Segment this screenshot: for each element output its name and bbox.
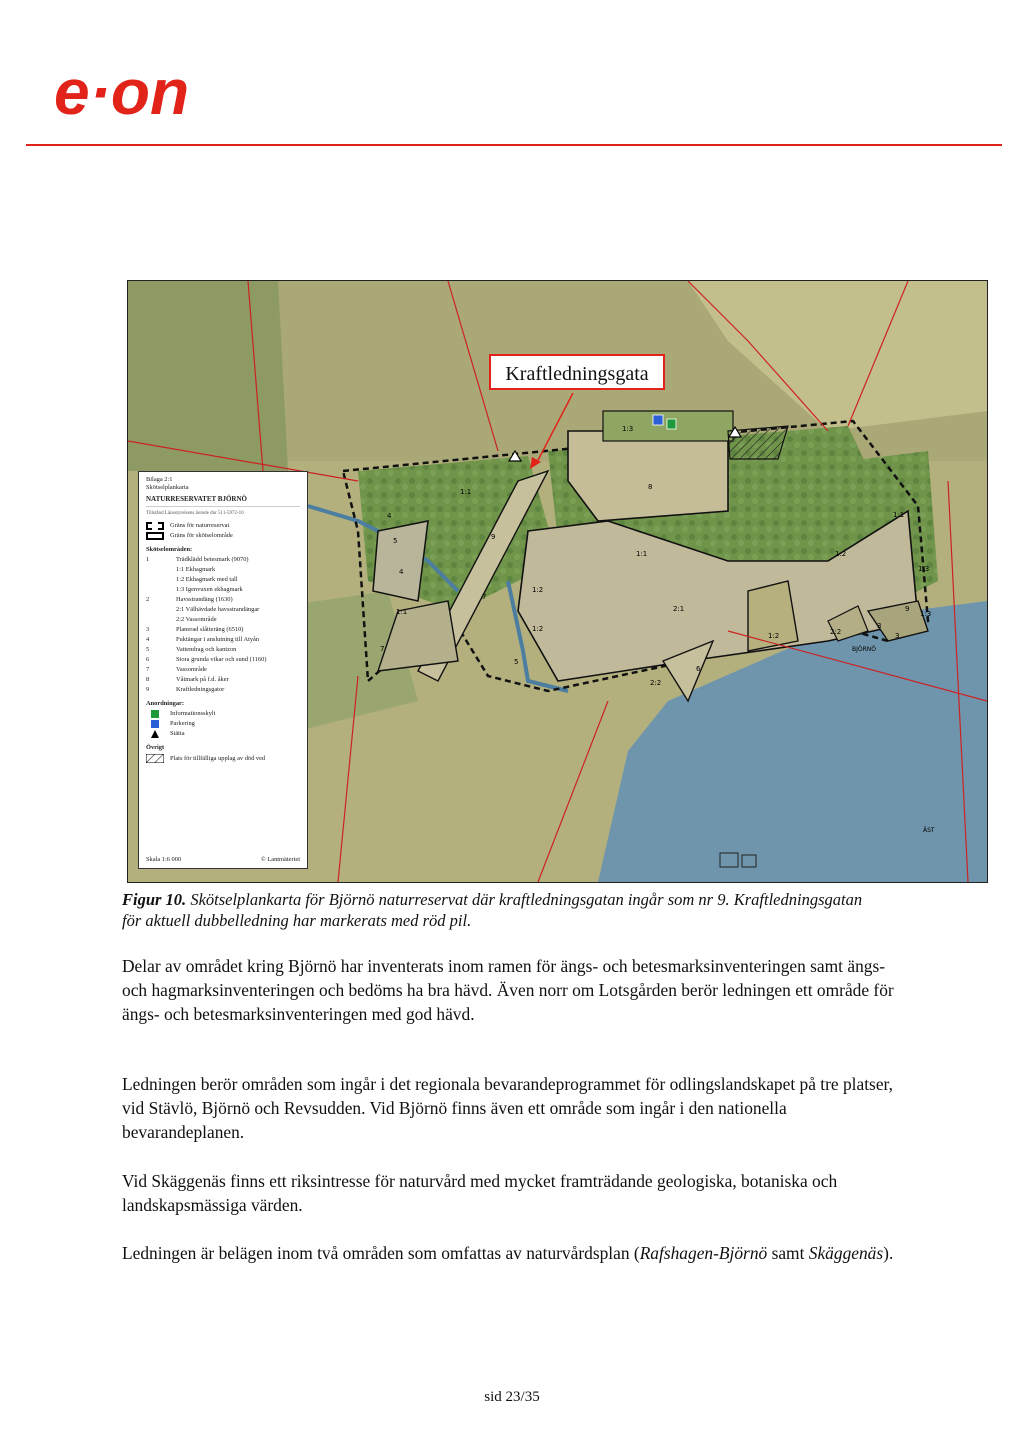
header-rule (26, 144, 1002, 146)
p4-text: samt (767, 1243, 809, 1263)
legend-label: Parkering (170, 720, 195, 727)
legend-area-item (146, 686, 300, 694)
p4-text: ). (883, 1243, 894, 1263)
map-label: ÄST (923, 827, 935, 834)
map-label: 1:3 (920, 610, 932, 618)
legend-area-label: 1:2 Ekhagmark med tall (176, 576, 238, 583)
map-label: 7 (380, 645, 385, 653)
legend-area-label: Trädklädd betesmark (9070) (176, 556, 249, 563)
paragraph-2: Ledningen berör områden som ingår i det regionala bevarandeprogrammet för odlingslandskapet på tre platser, vid Stävlö, Björnö och Revsudden. Vid Björnö finns även ett område som ingår i den nationella bevarandeplanen. (122, 1074, 893, 1142)
map-label: 6 (696, 665, 701, 673)
legend-area-number: 7 (146, 666, 150, 673)
legend-area-item (146, 646, 300, 654)
legend-label: Gräns för naturreservat (170, 522, 230, 529)
paragraph-3: Vid Skäggenäs finns ett riksintresse för naturvård med mycket framträdande geologiska, botaniska och landskapsmässiga värden. (122, 1171, 838, 1215)
legend-row-area-boundary (146, 532, 300, 540)
legend-area-label: Vassområde (176, 666, 207, 673)
legend-label: Stätta (170, 730, 185, 737)
legend-label: Informationsskylt (170, 710, 216, 717)
map-label: 1:1 (396, 608, 408, 616)
map-label: 1:1 (460, 488, 472, 496)
legend-area-number: 9 (146, 686, 150, 693)
legend-area-number: 6 (146, 656, 150, 663)
map-legend (138, 471, 308, 869)
legend-row-parking (146, 720, 300, 728)
legend-areas-heading: Skötselområden: (146, 546, 193, 553)
legend-area-item (146, 616, 300, 624)
legend-area-label: Fuktängar i anslutning till Atyån (176, 636, 260, 643)
legend-area-label: 2:2 Vassområde (176, 616, 217, 623)
map-label: 1:3 (918, 565, 930, 573)
map-label: 1:2 (532, 586, 544, 594)
legend-row-info-sign (146, 710, 300, 718)
p4-text: Ledningen är belägen inom två områden som omfattas av naturvårdsplan ( (122, 1243, 640, 1263)
legend-subtitle: Skötselplankarta (146, 484, 189, 491)
legend-area-item (146, 676, 300, 684)
figure-caption-text: Skötselplankarta för Björnö naturreservat där kraftledningsgatan ingår som nr 9. Kraftledningsgatan för aktuell dubbelledning har markerats med röd pil. (122, 890, 863, 930)
legend-area-list (146, 556, 300, 694)
place-name: Skäggenäs (808, 1243, 884, 1263)
map-label: 3 (877, 622, 882, 630)
legend-area-label: Planerad slåtteräng (6510) (176, 626, 244, 633)
legend-area-number: 8 (146, 676, 150, 683)
power-line-callout: Kraftledningsgata (489, 354, 665, 390)
map-label: 9 (491, 533, 496, 541)
map-label: 1:3 (622, 425, 634, 433)
legend-area-label: 1:1 Ekhagmark (176, 566, 216, 573)
legend-appendix: Bilaga 2:1 (146, 476, 173, 483)
legend-area-item (146, 566, 300, 574)
management-plan-map (127, 280, 988, 883)
paragraph-1: Delar av området kring Björnö har inventerats inom ramen för ängs- och betesmarksinventeringen samt ängs- och hagmarksinventeringen och bedöms ha bra hävd. Även norr om Lotsgården berör ledningen ett område för ängs- och betesmarksinventeringen med god hävd. (122, 956, 894, 1024)
logo-text: e·on (54, 62, 190, 122)
legend-area-label: 1:3 Igenvuxen ekhagmark (176, 586, 243, 593)
legend-label: Plats för tillfälliga upplag av död ved (170, 754, 266, 762)
legend-area-item (146, 656, 300, 664)
legend-area-item (146, 596, 300, 604)
map-label: 2:1 (673, 605, 685, 613)
figure-caption (122, 889, 882, 931)
legend-area-label: Kraftledningsgator (176, 686, 225, 693)
legend-area-item (146, 556, 300, 564)
map-label: 9 (905, 605, 910, 613)
legend-row-deadwood (146, 754, 300, 763)
map-label: 1:1 (893, 511, 905, 519)
legend-area-number: 4 (146, 636, 150, 643)
map-label: 1:2 (532, 625, 544, 633)
legend-area-item (146, 606, 300, 614)
legend-area-number: 3 (146, 626, 150, 633)
map-label: 1:2 (835, 550, 847, 558)
legend-copyright: © Lantmäteriet (260, 856, 300, 863)
page-number: sid 23/35 (484, 1389, 540, 1405)
map-label: 8 (648, 483, 653, 491)
map-label: 2:2 (830, 628, 842, 636)
legend-area-label: Våtmark på f.d. åker (176, 676, 229, 683)
legend-area-item (146, 636, 300, 644)
map-label: 1:2 (768, 632, 780, 640)
legend-title: NATURRESERVATET BJÖRNÖ (146, 495, 300, 507)
legend-facilities-heading: Anordningar: (146, 700, 184, 707)
paragraph-4 (122, 1242, 902, 1266)
map-label: 5 (393, 537, 398, 545)
stile-icon (151, 730, 159, 738)
hatch-icon (146, 754, 164, 763)
legend-area-number: 5 (146, 646, 150, 653)
legend-area-item (146, 666, 300, 674)
map-label: 5 (514, 658, 519, 666)
legend-area-label: 2:1 Välhävdade havsstrandängar (176, 606, 260, 613)
eon-logo (54, 62, 254, 127)
legend-area-label: Vattendrag och kantzon (176, 646, 237, 653)
map-label: 2:2 (650, 679, 662, 687)
legend-scale: Skala 1:6 000 (146, 856, 182, 863)
legend-area-item (146, 626, 300, 634)
map-label: BJÖRNÖ (852, 646, 876, 653)
legend-area-item (146, 586, 300, 594)
legend-label: Gräns för skötselområde (170, 532, 233, 539)
legend-row-stile (146, 730, 300, 738)
legend-other-heading: Övrigt (146, 744, 165, 751)
place-name: Rafshagen-Björnö (639, 1243, 768, 1263)
map-label: 1:1 (636, 550, 648, 558)
legend-area-item (146, 576, 300, 584)
legend-area-number: 2 (146, 596, 150, 603)
legend-footer (146, 856, 300, 864)
map-label: 3 (895, 632, 900, 640)
map-label: 4 (399, 568, 404, 576)
figure-label: Figur 10. (122, 890, 187, 909)
map-label: 4 (387, 512, 392, 520)
legend-row-reserve-boundary (146, 522, 300, 530)
legend-permission: Tillstånd Länsstyrelsens ärende dnr 511-5972-10 (146, 510, 244, 516)
legend-area-number: 1 (146, 556, 150, 563)
legend-area-label: Havsstrandäng (1630) (176, 596, 233, 603)
legend-area-label: Stora grunda vikar och sund (1160) (176, 656, 267, 663)
map-label: 7 (482, 593, 487, 601)
